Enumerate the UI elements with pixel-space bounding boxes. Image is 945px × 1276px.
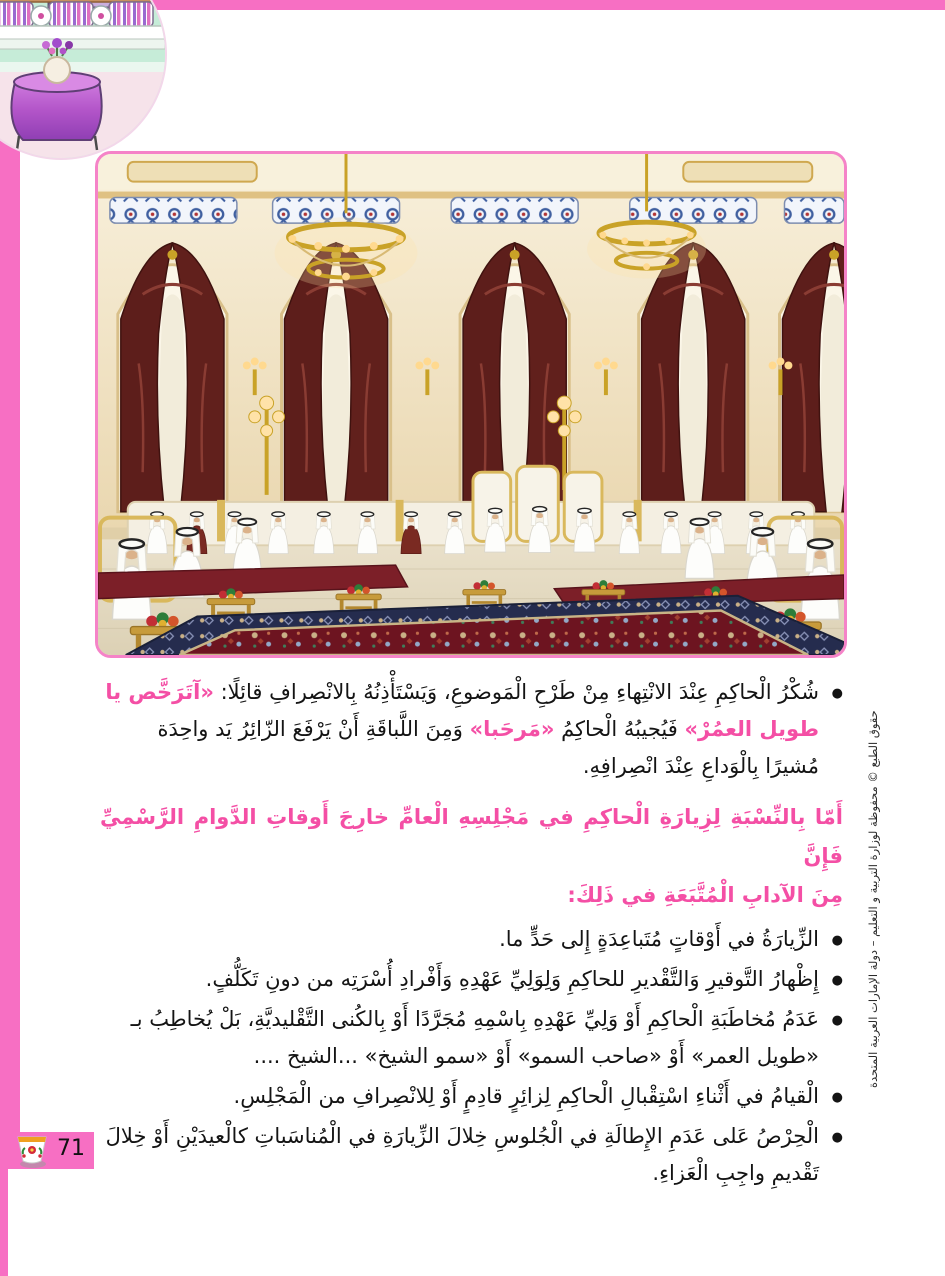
section-heading-line2: مِنَ الآدابِ الْمُتَّبَعَةِ في ذَلِكَ: bbox=[567, 883, 843, 907]
coffee-cup-icon bbox=[14, 1131, 50, 1169]
page-number: 71 bbox=[57, 1136, 85, 1161]
bullet1-part1: شُكْرُ الْحاكِمِ عِنْدَ الانْتِهاءِ مِنْ طَرْحِ الْمَوضوعِ، وَيَسْتَأْذِنُهُ بِالانْصِرافِ قائِلًا: bbox=[213, 680, 819, 704]
left-pink-bar bbox=[0, 0, 20, 1133]
bullet1-pink-quote-2: «مَرحَبا» bbox=[469, 717, 555, 741]
section-heading-line1: أَمّا بِالنِّسْبَةِ لِزِيارَةِ الْحاكِمِ في مَجْلِسِهِ الْعامِّ خارِجَ أَوقاتِ الدَّوامِ الرَّسْمِيِّ فَإِنَّ bbox=[100, 805, 843, 868]
lesson-text-block bbox=[100, 674, 843, 1195]
bullet1-pink-quote-1: «آتَرَخَّص يا طويل العمُرْ» bbox=[105, 680, 819, 741]
list-item-respect: ● إِظْهارُ التَّوقيرِ وَالتَّقْديرِ للحاكِمِ وَلِوَلِيِّ عَهْدِهِ وَأَفْرادِ أُسْرَتِه من دونِ تَكَلُّفٍ. bbox=[100, 961, 843, 998]
bullet-thanking-ruler bbox=[100, 674, 843, 785]
etiquette-list bbox=[100, 921, 843, 1192]
majlis-cartoon-drawing bbox=[0, 0, 165, 158]
section-heading bbox=[100, 798, 843, 915]
list-item-spaced-visits: ● الزِّيارَةُ في أَوْقاتٍ مُتَباعِدَةٍ إِلى حَدٍّ ما. bbox=[100, 921, 843, 958]
list-item-standing: ● الْقيامُ في أَثْناءِ اسْتِقْبالِ الْحاكِمِ لِزائِرٍ قادِمٍ أَوْ لِلانْصِرافِ من الْمَجْلِسِ. bbox=[100, 1078, 843, 1115]
copyright-sidebar: حقوق الطبع © محفوظة لوزارة التربية و التعليم – دولة الإمارات العربية المتحدة bbox=[866, 710, 880, 1088]
majlis-cartoon-illustration bbox=[0, 0, 167, 160]
bullet1-part3: وَمِنَ اللَّباقَةِ أَنْ يَرْفَعَ الزّائِرُ يَد واحِدَة مُشيرًا بِالْوَداعِ عِنْدَ انْصِرافِهِ. bbox=[157, 717, 819, 778]
left-pink-bar-lower bbox=[0, 1168, 8, 1276]
list-item-brevity: ● الْحِرْصُ عَلى عَدَمِ الإِطالَةِ في الْجُلوسِ خِلالَ الزِّيارَةِ في الْمُناسَباتِ كالْعيدَيْنِ أَوْ خِلالَ تَقْديمِ واجِبِ الْعَزاءِ. bbox=[100, 1118, 843, 1192]
bullet1-part2: فَيُجيبُهُ الْحاكِمُ bbox=[554, 717, 685, 741]
majlis-photo bbox=[95, 151, 847, 658]
majlis-photo-scene bbox=[98, 154, 844, 655]
list-item-addressing: ● عَدَمُ مُخاطَبَةِ الْحاكِمِ أَوْ وَلِيِّ عَهْدِهِ بِاسْمِهِ مُجَرَّدًا أَوْ بِالكُنى التَّقْليديَّةِ، بَلْ يُخاطِبُ بـ «طويل العمر» أَوْ «صاحب السمو» أَوْ «سمو الشيخ» ...الشيخ .... bbox=[100, 1001, 843, 1075]
